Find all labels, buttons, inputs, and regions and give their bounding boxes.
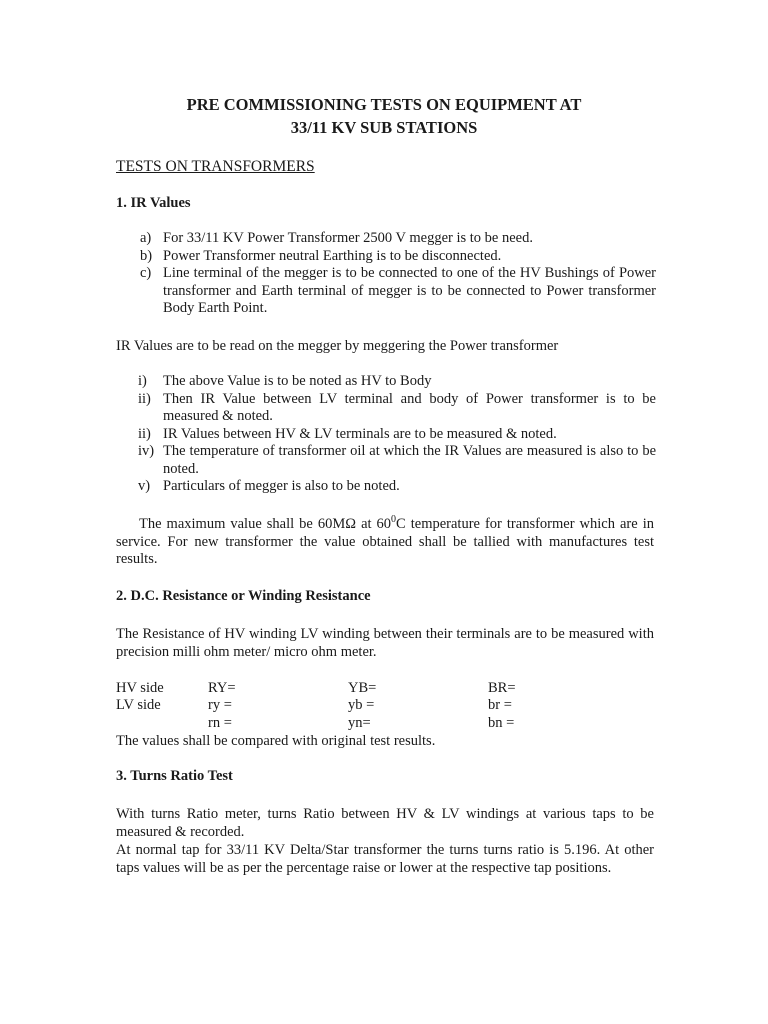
dc-footer: The values shall be compared with original test results. — [116, 733, 436, 749]
rn-cell: rn = — [208, 715, 232, 731]
yb-cell: yb = — [348, 697, 375, 713]
turns-heading: 3. Turns Ratio Test — [116, 768, 233, 784]
list-marker: c) — [140, 265, 152, 281]
list-item — [116, 230, 656, 248]
br-cell: BR= — [488, 680, 516, 696]
list-text: Power Transformer neutral Earthing is to be disconnected. — [163, 247, 502, 264]
br-cell: br = — [488, 697, 512, 713]
note-text-a: The maximum value shall be 60MΩ at 60 — [139, 516, 392, 532]
table-row — [116, 715, 656, 733]
section-heading: TESTS ON TRANSFORMERS — [116, 158, 315, 175]
table-row — [116, 680, 656, 698]
list-text: Line terminal of the megger is to be connected to one of the HV Bushings of Power transformer and Earth terminal of megger is to be connected to Power transformer Body Earth Point. — [163, 265, 656, 316]
list-marker: iv) — [138, 443, 155, 459]
degree-superscript: 0 — [391, 514, 397, 526]
yn-cell: yn= — [348, 715, 371, 731]
page-title-line-1: PRE COMMISSIONING TESTS ON EQUIPMENT AT — [186, 95, 582, 114]
list-item — [116, 373, 656, 391]
ry-cell: RY= — [208, 680, 236, 696]
ir-intro: IR Values are to be read on the megger by meggering the Power transformer — [116, 338, 559, 354]
page-title-line-2: 33/11 KV SUB STATIONS — [290, 118, 478, 137]
turns-paragraph-2: At normal tap for 33/11 KV Delta/Star transformer the turns turns ratio is 5.196. At other taps values will be as per the percentage raise or lower at the respective tap positions. — [116, 842, 654, 876]
list-item — [116, 248, 656, 266]
ir-max-value-note — [116, 516, 654, 569]
list-text: IR Values between HV & LV terminals are to be measured & noted. — [163, 425, 557, 442]
list-item — [116, 443, 656, 478]
list-item — [116, 391, 656, 426]
ir-heading: 1. IR Values — [116, 195, 191, 211]
ry-cell: ry = — [208, 697, 232, 713]
list-text: For 33/11 KV Power Transformer 2500 V megger is to be need. — [163, 230, 533, 246]
list-marker: i) — [138, 373, 147, 389]
list-marker: v) — [138, 478, 151, 494]
list-item — [116, 265, 656, 318]
bn-cell: bn = — [488, 715, 515, 731]
dc-heading: 2. D.C. Resistance or Winding Resistance — [116, 588, 371, 604]
list-text: The above Value is to be noted as HV to Body — [163, 373, 432, 389]
dc-paragraph: The Resistance of HV winding LV winding between their terminals are to be measured with precision milli ohm meter/ micro ohm meter. — [116, 626, 654, 660]
list-item — [116, 478, 656, 496]
yb-cell: YB= — [348, 680, 377, 696]
list-marker: b) — [140, 247, 153, 264]
list-item — [116, 426, 656, 444]
list-text: The temperature of transformer oil at which the IR Values are measured is also to be noted. — [163, 443, 656, 477]
list-text: Particulars of megger is also to be noted. — [163, 478, 400, 494]
list-text: Then IR Value between LV terminal and body of Power transformer is to be measured & noted. — [163, 390, 656, 424]
list-marker: a) — [140, 230, 152, 246]
list-marker: ii) — [138, 390, 151, 407]
note-text-b: C temperature for transformer which are in service. For new transformer the value obtained shall be tallied with manufactures test results. — [116, 516, 654, 567]
ir-roman-list — [116, 373, 656, 496]
table-row — [116, 697, 656, 715]
ir-alpha-list — [116, 230, 656, 318]
turns-paragraph-1: With turns Ratio meter, turns Ratio between HV & LV windings at various taps to be measured & recorded. — [116, 806, 654, 840]
list-marker: ii) — [138, 425, 151, 442]
row-label: LV side — [116, 697, 161, 713]
row-label: HV side — [116, 680, 164, 696]
